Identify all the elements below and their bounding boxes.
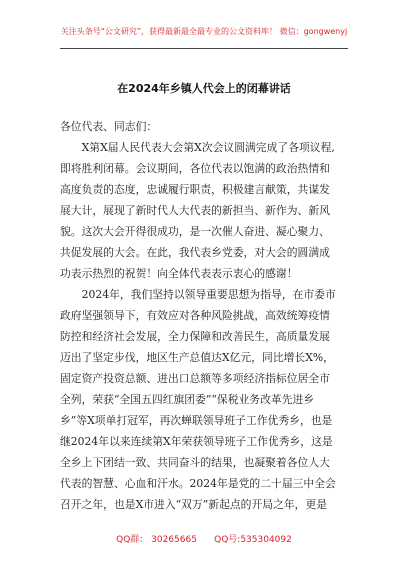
body-line: 共促发展的大会。在此，我代表乡党委，对大会的圆满成	[60, 246, 330, 259]
body-line: 代表的智慧、心血和汗水。2024年是党的二十届三中全会	[60, 477, 336, 490]
body-line: 2024年，我们坚持以领导重要思想为指导，在市委市	[60, 288, 336, 301]
body-line: 继2024年以来连续第X年荣获领导班子工作优秀乡，这是	[60, 435, 333, 448]
body-line: 高度负责的态度，忠诚履行职责，积极建言献策，共谋发	[60, 183, 330, 196]
header-divider	[60, 48, 348, 49]
document-body	[60, 116, 352, 515]
body-line: 政府坚强领导下，有效应对各种风险挑战，高效统筹疫情	[60, 309, 330, 322]
header-banner: 关注头条号“公文研究”，获得最新最全最专业的公文资料库！ 微信：gongwenyj	[60, 27, 348, 36]
body-line: 全列，荣获“全国五四红旗团委”“保税业务改革先进乡	[60, 393, 315, 406]
body-line: 即将胜利闭幕。会议期间，各位代表以饱满的政治热情和	[60, 162, 330, 175]
body-line: 迈出了坚定步伐，地区生产总值达X亿元，同比增长X%，	[60, 351, 334, 364]
body-line: 功表示热烈的祝贺！向全体代表表示衷心的感谢！	[60, 267, 298, 280]
body-line: 乡”等X项单打冠军，再次蝉联领导班子工作优秀乡，也是	[60, 414, 333, 427]
salutation: 各位代表、同志们：	[60, 120, 158, 133]
body-line: X第X届人民代表大会第X次会议圆满完成了各项议程,	[60, 141, 335, 154]
body-line: 全乡上下团结一致、共同奋斗的结果，也凝聚着各位人大	[60, 456, 330, 469]
document-title: 在2024年乡镇人代会上的闭幕讲话	[117, 82, 291, 95]
body-line: 展大计，展现了新时代人大代表的新担当、新作为、新风	[60, 204, 330, 217]
body-line: 防控和经济社会发展，全力保障和改善民生，高质量发展	[60, 330, 330, 343]
body-line: 貌。这次大会开得很成功，是一次催人奋进、凝心聚力、	[60, 225, 330, 238]
footer-contact: QQ群： 30265665 QQ号:535304092	[116, 535, 292, 545]
body-line: 固定资产投资总额、进出口总额等多项经济指标位居全市	[60, 372, 330, 385]
body-line: 召开之年，也是X市进入“双万”新起点的开局之年，更是	[60, 498, 328, 511]
